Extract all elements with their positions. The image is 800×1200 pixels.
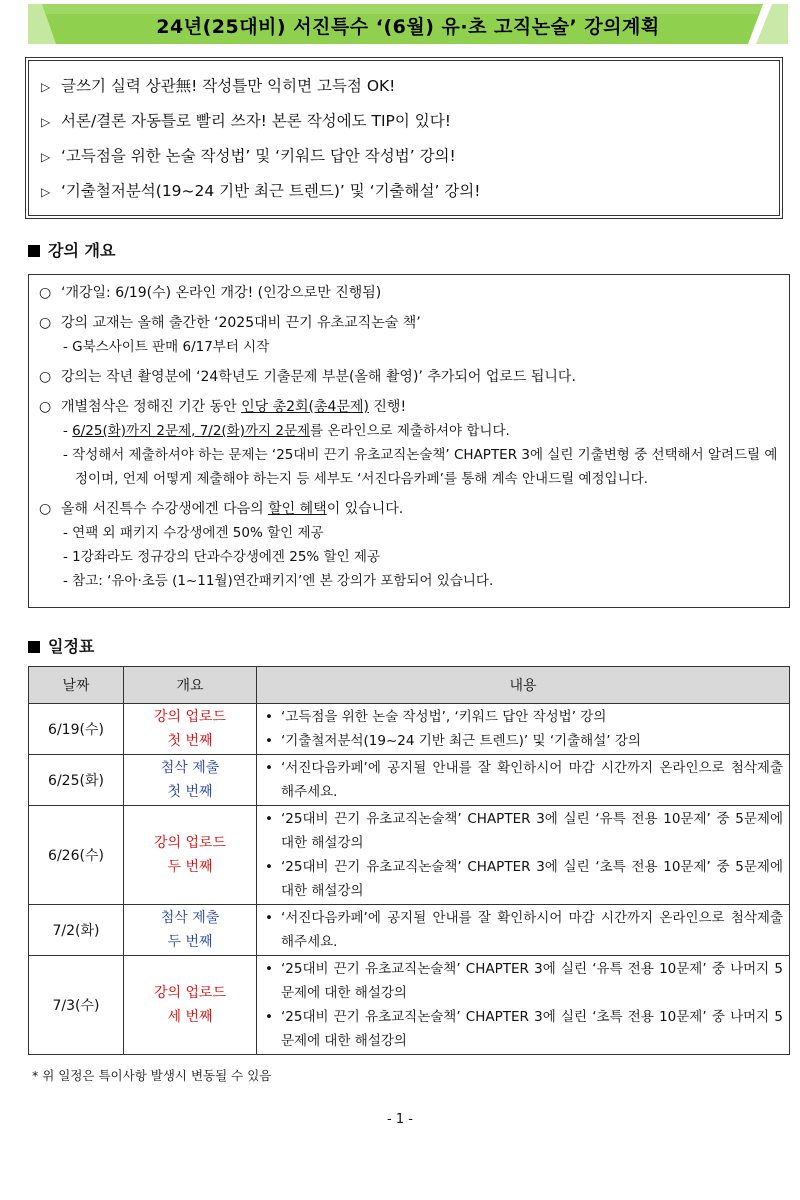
circle-icon: ○ [39,399,52,415]
table-header-row [29,667,790,704]
table-row [29,704,790,755]
intro-box [28,60,780,216]
underlined-text: 할인 혜택 [268,501,327,517]
schedule-table [28,666,790,1055]
list-item: • ‘25대비 끈기 유초교직논술책’ CHAPTER 3에 실린 ‘유특 전용 10문제’ 중 나머지 5문제에 대한 해설강의 [265,961,783,1001]
intro-line: ▷ 서론/결론 자동틀로 빨리 쓰자! 본론 작성에도 TIP이 있다! [41,104,779,139]
page-title: 24년(25대비) 서진특수 ‘(6월) 유·초 고직논술’ 강의계획 [156,16,660,38]
triangle-right-icon: ▷ [41,80,51,94]
overview-item: ○ 올해 서진특수 수강생에겐 다음의 할인 혜택이 있습니다. [39,497,781,521]
date-cell: 7/3(수) [29,956,124,1055]
table-row [29,956,790,1055]
date-cell: 6/26(수) [29,806,124,905]
content-cell [257,956,790,1055]
underlined-text: 인당 총2회(총4문제) [241,399,369,415]
overview-heading: 강의 개요 [28,238,115,261]
footnote: * 위 일정은 특이사항 발생시 변동될 수 있음 [32,1068,272,1083]
type-cell: 강의 업로드 세 번째 [124,956,257,1055]
column-header: 내용 [257,667,790,704]
column-header: 개요 [124,667,257,704]
type-cell: 첨삭 제출 두 번째 [124,905,257,956]
circle-icon: ○ [39,315,52,331]
date-cell: 6/19(수) [29,704,124,755]
triangle-right-icon: ▷ [41,185,51,199]
list-item: • ‘서진다음카페’에 공지될 안내를 잘 확인하시어 마감 시간까지 온라인으로 첨삭제출 해주세요. [265,760,783,800]
date-cell: 6/25(화) [29,755,124,806]
circle-icon: ○ [39,369,52,385]
content-cell [257,905,790,956]
triangle-right-icon: ▷ [41,150,51,164]
intro-line: ▷ ‘고득점을 위한 논술 작성법’ 및 ‘키워드 답안 작성법’ 강의! [41,139,779,174]
underlined-text: 6/25(화)까지 2문제, 7/2(화)까지 2문제 [72,423,311,439]
type-cell: 첨삭 제출 첫 번째 [124,755,257,806]
square-bullet-icon [28,641,40,653]
square-bullet-icon [28,245,40,257]
overview-subitem: - 1강좌라도 정규강의 단과수강생에겐 25% 할인 제공 [63,549,380,565]
overview-box [28,274,790,608]
list-item: • ‘25대비 끈기 유초교직논술책’ CHAPTER 3에 실린 ‘초특 전용 10문제’ 중 나머지 5문제에 대한 해설강의 [265,1009,783,1049]
overview-item: ○ 강의는 작년 촬영분에 ‘24학년도 기출문제 부분(올해 촬영)’ 추가되어 업로드 됩니다. [39,365,781,389]
list-item: • ‘25대비 끈기 유초교직논술책’ CHAPTER 3에 실린 ‘초특 전용 10문제’ 중 5문제에 대한 해설강의 [265,859,783,899]
overview-subitem: - 작성해서 제출하셔야 하는 문제는 ‘25대비 끈기 유초교직논술책’ CHAPTER 3에 실린 기출변형 중 선택해서 알려드릴 예정이며, 언제 어떻게 제출해야 하는지 등 세부도 ‘서진다음카페’를 통해 계속 안내드릴 예정입니다. [63,447,778,487]
content-cell [257,704,790,755]
overview-item: ○ ‘개강일: 6/19(수) 온라인 개강! (인강으로만 진행됨) [39,281,781,305]
overview-item: ○ 개별첨삭은 정해진 기간 동안 인당 총2회(총4문제) 진행! [39,395,781,419]
overview-subitem: - 참고: ‘유아·초등 (1~11월)연간패키지’엔 본 강의가 포함되어 있습니다. [63,573,494,589]
list-item: • ‘25대비 끈기 유초교직논술책’ CHAPTER 3에 실린 ‘유특 전용 10문제’ 중 5문제에 대한 해설강의 [265,811,783,851]
date-cell: 7/2(화) [29,905,124,956]
overview-subitem: - 6/25(화)까지 2문제, 7/2(화)까지 2문제를 온라인으로 제출하셔야 합니다. [63,423,510,439]
title-banner [28,4,788,44]
table-row [29,905,790,956]
overview-subitem: - 연팩 외 패키지 수강생에겐 50% 할인 제공 [63,525,324,541]
list-item: • ‘서진다음카페’에 공지될 안내를 잘 확인하시어 마감 시간까지 온라인으로 첨삭제출 해주세요. [265,910,783,950]
type-cell: 강의 업로드 두 번째 [124,806,257,905]
overview-subitem: - G북스사이트 판매 6/17부터 시작 [63,339,270,355]
intro-line: ▷ 글쓰기 실력 상관無! 작성틀만 익히면 고득점 OK! [41,69,779,104]
table-row [29,755,790,806]
list-item: • ‘기출철저분석(19~24 기반 최근 트렌드)’ 및 ‘기출해설’ 강의 [265,733,641,749]
schedule-heading: 일정표 [28,634,94,657]
table-row [29,806,790,905]
content-cell [257,755,790,806]
triangle-right-icon: ▷ [41,115,51,129]
circle-icon: ○ [39,285,52,301]
circle-icon: ○ [39,501,52,517]
overview-item: ○ 강의 교재는 올해 출간한 ‘2025대비 끈기 유초교직논술 책’ [39,311,781,335]
list-item: • ‘고득점을 위한 논술 작성법’, ‘키워드 답안 작성법’ 강의 [265,709,607,725]
page-number: - 1 - [387,1112,413,1127]
column-header: 날짜 [29,667,124,704]
content-cell [257,806,790,905]
intro-line: ▷ ‘기출철저분석(19~24 기반 최근 트렌드)’ 및 ‘기출해설’ 강의! [41,174,779,209]
type-cell: 강의 업로드 첫 번째 [124,704,257,755]
